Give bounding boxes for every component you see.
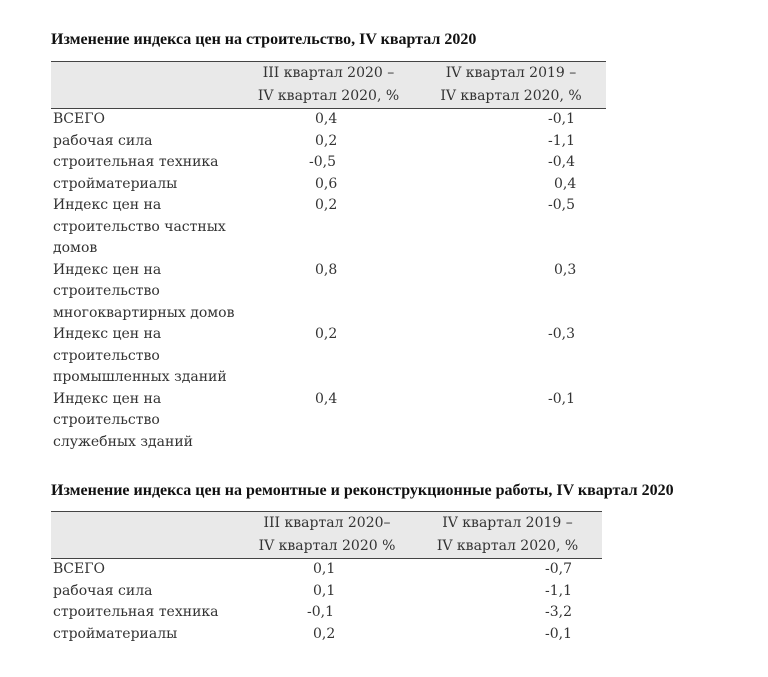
table1-row-label-line: ВСЕГО — [53, 111, 105, 127]
table2-header-col1-line2: IV квартал 2020 % — [258, 538, 396, 554]
table2-row-value-col1: 0,1 — [313, 582, 336, 599]
table1-row — [51, 195, 606, 260]
table2-row-value-col1: 0,2 — [313, 625, 336, 642]
table2-header-blank — [51, 512, 241, 559]
table1-row-label — [51, 109, 241, 131]
table1-row-label-line: Индекс цен на — [53, 261, 162, 278]
table1-row-value-col2: -0,4 — [548, 154, 575, 170]
table2-row — [51, 602, 602, 624]
table1-row-value-col1: 0,2 — [315, 326, 338, 342]
table2-header-col2-line2: IV квартал 2020, % — [436, 538, 579, 554]
table1 — [51, 61, 606, 453]
table1-row-value-col1: 0,2 — [315, 197, 338, 213]
table2-row-label-line: ВСЕГО — [53, 561, 105, 577]
table2-row-label — [51, 559, 241, 581]
table2-row-label — [51, 581, 241, 603]
table1-header-col2-line1: IV квартал 2019 – — [445, 65, 577, 81]
table1-row — [51, 260, 606, 325]
table2-title: Изменение индекса цен на ремонтные и реконструкционные работы, IV квартал 2020 — [51, 482, 674, 499]
table1-row-value-col2: -1,1 — [548, 132, 575, 149]
table1-row-label-line: рабочая сила — [53, 132, 153, 149]
table2-header-col2 — [413, 512, 602, 559]
table1-title: Изменение индекса цен на строительство, IV квартал 2020 — [51, 31, 477, 48]
table1-row-value-col2: -0,1 — [548, 111, 575, 127]
table1-row-value-col1: 0,4 — [315, 390, 338, 407]
table1-row-value-col1: 0,6 — [315, 175, 338, 192]
table2-row — [51, 581, 602, 603]
table2-body — [51, 559, 602, 646]
table1-row-label — [51, 260, 241, 325]
table2-row-value-col2: -0,7 — [545, 561, 572, 577]
table1-row-label-line: Индекс цен на — [53, 326, 162, 342]
table1-row-value-col1: -0,5 — [309, 154, 336, 170]
table1-row-value-col2: -0,3 — [548, 326, 575, 342]
table2-row-value-col1: -0,1 — [307, 604, 334, 620]
table1-row-label-line: многоквартирных домов — [53, 304, 235, 321]
table1-row — [51, 324, 606, 389]
table1-header-col1 — [241, 62, 416, 109]
table1-row-label-line: служебных зданий — [53, 433, 193, 450]
table2-row-label-line: строительная техника — [53, 604, 219, 620]
table2-row-value-col1: 0,1 — [313, 561, 336, 577]
table2-header-col1 — [241, 512, 413, 559]
table1-row-value-col2: 0,3 — [554, 261, 577, 278]
table2-header-col2-line1: IV квартал 2019 – — [442, 515, 573, 531]
table2-header-col1-line1: III квартал 2020– — [263, 515, 391, 531]
table1-row-value-col2: 0,4 — [554, 175, 577, 192]
table1-row-label-line: Индекс цен на — [53, 390, 162, 407]
table1-header-col2-line2: IV квартал 2020, % — [440, 88, 582, 104]
table2-row-label — [51, 602, 241, 624]
table1-row — [51, 152, 606, 174]
table1-row-value-col2: -0,1 — [548, 390, 575, 407]
table1-row — [51, 389, 606, 454]
table2 — [51, 511, 602, 645]
table1-header-blank — [51, 62, 241, 109]
table1-row-label — [51, 131, 241, 153]
table1-row-label-line: строительство — [53, 412, 160, 428]
table2-row — [51, 624, 602, 646]
table1-row-label — [51, 152, 241, 174]
table1-row-label-line: стройматериалы — [53, 175, 178, 192]
table1-header-row — [51, 62, 606, 109]
table1-header-col1-line1: III квартал 2020 – — [262, 65, 395, 81]
table2-row-value-col2: -0,1 — [545, 625, 572, 642]
table1-row-label-line: строительство частных — [53, 218, 226, 235]
table1-header-col1-line2: IV квартал 2020, % — [257, 88, 400, 104]
table2-row — [51, 559, 602, 581]
table1-row-value-col1: 0,2 — [315, 132, 338, 149]
table2-row-label-line: рабочая сила — [53, 582, 153, 599]
table1-row-value-col1: 0,4 — [315, 111, 338, 127]
table1-row-value-col1: 0,8 — [315, 261, 338, 278]
table1-row-label-line: Индекс цен на — [53, 197, 162, 213]
table1-row-label-line: строительная техника — [53, 154, 219, 170]
table1-row-label — [51, 389, 241, 454]
table1-row-label — [51, 174, 241, 196]
table1-row-label-line: домов — [53, 240, 98, 256]
table2-row-label-line: стройматериалы — [53, 625, 178, 642]
table1-row-label — [51, 324, 241, 389]
table1-row-label-line: промышленных зданий — [53, 369, 227, 385]
table1-header-col2 — [416, 62, 606, 109]
table1-row-value-col2: -0,5 — [548, 197, 575, 213]
table1-row-label-line: строительство — [53, 347, 160, 364]
table1-body — [51, 109, 606, 454]
table2-row-value-col2: -3,2 — [545, 604, 572, 620]
table2-header-row — [51, 512, 602, 559]
table1-row — [51, 109, 606, 131]
table1-row — [51, 174, 606, 196]
table2-row-value-col2: -1,1 — [545, 582, 572, 599]
table2-row-label — [51, 624, 241, 646]
table1-row-label-line: строительство — [53, 283, 160, 299]
table1-row-label — [51, 195, 241, 260]
table1-row — [51, 131, 606, 153]
